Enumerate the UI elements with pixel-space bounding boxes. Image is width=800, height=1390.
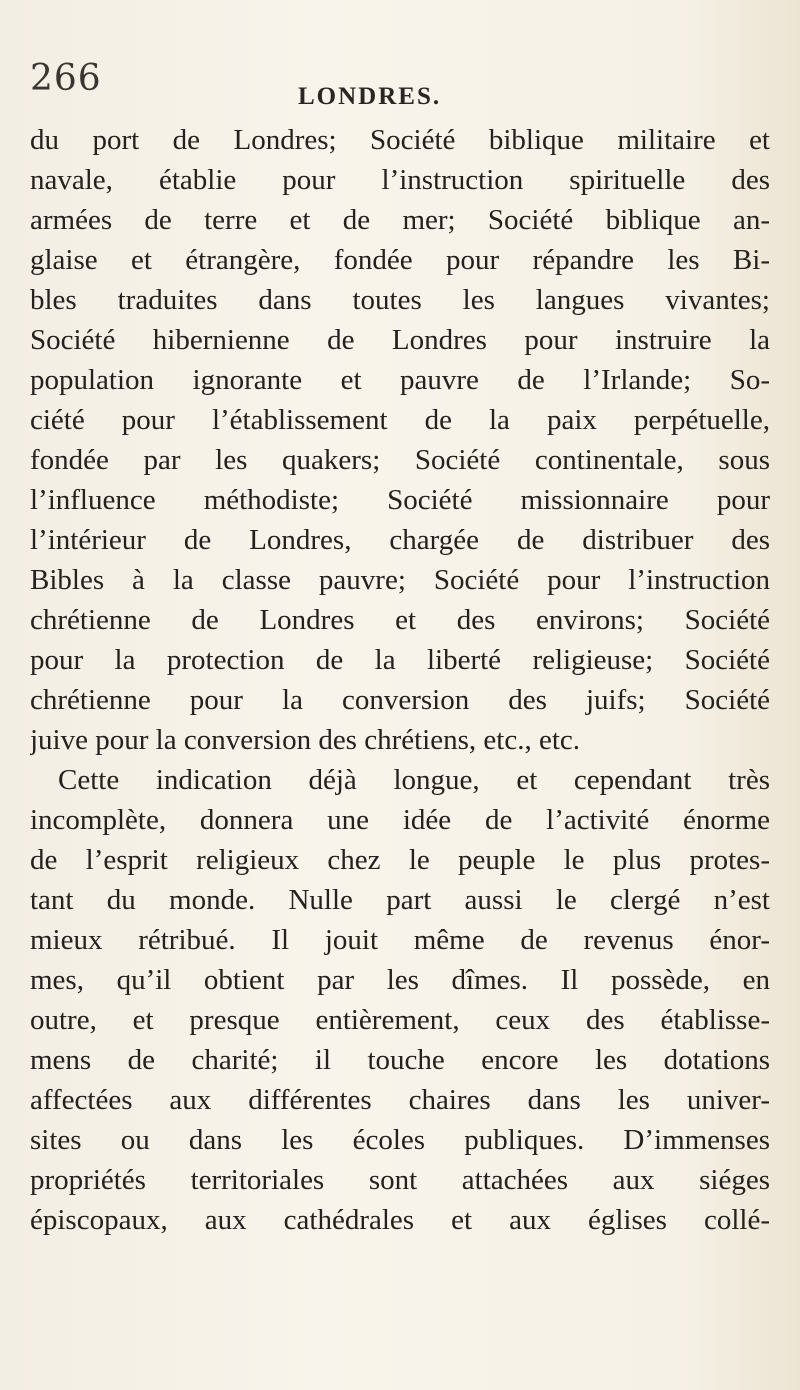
page-number: 266 <box>30 58 102 99</box>
text-line: chrétienne de Londres et des environs; Société <box>30 604 770 636</box>
text-line: mes, qu’il obtient par les dîmes. Il possède, en <box>30 964 770 996</box>
body-text <box>30 120 770 1240</box>
running-head: LONDRES. <box>298 83 442 110</box>
text-line: bles traduites dans toutes les langues vivantes; <box>30 284 770 316</box>
text-line: Société hibernienne de Londres pour instruire la <box>30 324 770 356</box>
text-line: Cette indication déjà longue, et cependant très <box>58 764 770 796</box>
text-line: épiscopaux, aux cathédrales et aux églises collé- <box>30 1204 770 1236</box>
text-line: tant du monde. Nulle part aussi le clergé n’est <box>30 884 770 916</box>
text-line: sites ou dans les écoles publiques. D’immenses <box>30 1124 770 1156</box>
text-line: population ignorante et pauvre de l’Irlande; So- <box>30 364 770 396</box>
text-line: l’influence méthodiste; Société missionnaire pour <box>30 484 770 516</box>
text-line: glaise et étrangère, fondée pour répandre les Bi- <box>30 244 770 276</box>
text-line: de l’esprit religieux chez le peuple le plus protes- <box>30 844 770 876</box>
text-line: l’intérieur de Londres, chargée de distribuer des <box>30 524 770 556</box>
text-line: outre, et presque entièrement, ceux des établisse- <box>30 1004 770 1036</box>
text-line: chrétienne pour la conversion des juifs; Société <box>30 684 770 716</box>
text-line: pour la protection de la liberté religieuse; Société <box>30 644 770 676</box>
text-line: mieux rétribué. Il jouit même de revenus énor- <box>30 924 770 956</box>
text-line: ciété pour l’établissement de la paix perpétuelle, <box>30 404 770 436</box>
text-line: Bibles à la classe pauvre; Société pour l’instruction <box>30 564 770 596</box>
text-line: mens de charité; il touche encore les dotations <box>30 1044 770 1076</box>
text-line: navale, établie pour l’instruction spirituelle des <box>30 164 770 196</box>
text-line: du port de Londres; Société biblique militaire et <box>30 124 770 156</box>
text-line: affectées aux différentes chaires dans les univer- <box>30 1084 770 1116</box>
text-line: juive pour la conversion des chrétiens, etc., etc. <box>30 724 580 756</box>
text-line: armées de terre et de mer; Société biblique an- <box>30 204 770 236</box>
text-line: propriétés territoriales sont attachées aux siéges <box>30 1164 770 1196</box>
page-header <box>0 58 800 118</box>
text-line: incomplète, donnera une idée de l’activité énorme <box>30 804 770 836</box>
text-line: fondée par les quakers; Société continentale, sous <box>30 444 770 476</box>
